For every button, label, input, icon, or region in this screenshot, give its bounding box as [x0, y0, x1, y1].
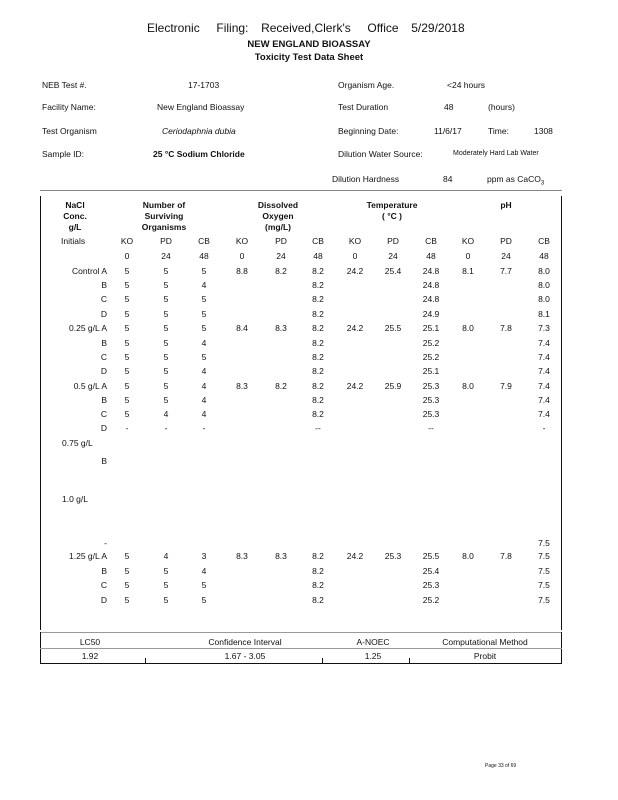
row-label: 0.25 g/L A — [69, 323, 107, 333]
facility-value: New England Bioassay — [157, 102, 245, 112]
table-cell: 25.5 — [422, 551, 440, 561]
duration-value: 48 — [444, 102, 454, 112]
table-cell: 24.2 — [346, 323, 364, 333]
duration-unit: (hours) — [488, 102, 515, 112]
table-cell: 7.4 — [538, 352, 550, 362]
col-hour-9: 0 — [465, 251, 471, 261]
row-label: C — [100, 409, 107, 419]
table-cell: 8.2 — [312, 566, 324, 576]
col-header-10: PD — [500, 236, 512, 246]
table-cell: 5 — [163, 323, 169, 333]
row-label: C — [100, 294, 107, 304]
table-cell: 5 — [163, 366, 169, 376]
hdr-surv-3: Organisms — [141, 222, 187, 232]
table-cell: 4 — [201, 280, 207, 290]
col-header-9: KO — [461, 236, 475, 246]
organism-label: Test Organism — [42, 126, 97, 136]
table-cell: 7.5 — [538, 595, 550, 605]
row-label: C — [100, 580, 107, 590]
table-cell: - — [164, 423, 168, 433]
table-cell: 25.1 — [422, 323, 440, 333]
table-cell: 5 — [201, 595, 207, 605]
hdr-do-2: Oxygen — [262, 211, 294, 221]
hardness-unit-text: ppm as CaCO — [487, 174, 541, 184]
table-cell: 5 — [163, 395, 169, 405]
table-cell: 5 — [124, 294, 130, 304]
table-cell: 8.2 — [312, 352, 324, 362]
table-cell: 25.2 — [422, 595, 440, 605]
table-cell: 5 — [124, 381, 130, 391]
filing-stamp — [147, 21, 465, 35]
table-cell: 8.0 — [538, 280, 550, 290]
row-label: B — [101, 566, 107, 576]
table-cell: 8.0 — [462, 323, 474, 333]
facility-label: Facility Name: — [42, 102, 96, 112]
age-label: Organism Age. — [338, 80, 395, 90]
table-cell: 4 — [201, 566, 207, 576]
page-footer: Page 33 of 69 — [485, 763, 517, 769]
table-cell: 8.2 — [312, 294, 324, 304]
row-label: B — [101, 456, 107, 466]
table-cell: - — [202, 423, 206, 433]
summary-top-rule — [40, 632, 562, 633]
table-cell: 25.3 — [422, 381, 440, 391]
hdr-surv-1: Number of — [142, 200, 186, 210]
table-cell: 4 — [201, 338, 207, 348]
table-cell: 7.3 — [538, 323, 550, 333]
method-value: Probit — [473, 651, 497, 661]
table-cell: 5 — [124, 580, 130, 590]
noec-label: A-NOEC — [356, 637, 390, 647]
hdr-nacl: NaCl — [65, 200, 85, 210]
table-cell: 5 — [163, 280, 169, 290]
table-cell: 25.3 — [384, 551, 402, 561]
col-header-5: CB — [312, 236, 324, 246]
table-cell: 8.1 — [462, 266, 474, 276]
table-cell: 5 — [124, 551, 130, 561]
age-value: <24 hours — [447, 80, 486, 90]
table-cell: 5 — [163, 266, 169, 276]
table-cell: 4 — [201, 409, 207, 419]
row-label: Control A — [72, 266, 107, 276]
water-value: Moderately Hard Lab Water — [453, 150, 539, 157]
col-header-7: PD — [387, 236, 399, 246]
summary-divider-3 — [409, 658, 410, 664]
col-header-0: KO — [120, 236, 134, 246]
col-hour-11: 48 — [539, 251, 549, 261]
col-header-6: KO — [348, 236, 362, 246]
table-cell: 8.2 — [312, 338, 324, 348]
row-label: D — [100, 309, 107, 319]
table-cell: 8.0 — [462, 381, 474, 391]
col-hour-4: 24 — [276, 251, 286, 261]
table-cell: 7.5 — [538, 551, 550, 561]
col-header-1: PD — [160, 236, 172, 246]
table-cell: 4 — [163, 409, 169, 419]
hdr-temp-2: ( °C ) — [382, 211, 402, 221]
noec-value: 1.25 — [364, 651, 382, 661]
hdr-do-1: Dissolved — [257, 200, 299, 210]
col-hour-6: 0 — [352, 251, 358, 261]
row-label: 0.5 g/L A — [73, 381, 107, 391]
col-hour-7: 24 — [388, 251, 398, 261]
neb-label: NEB Test #. — [42, 80, 87, 90]
ci-label: Confidence Interval — [208, 637, 282, 647]
table-cell: 8.2 — [312, 551, 324, 561]
table-cell: 8.0 — [538, 294, 550, 304]
lc50-value: 1.92 — [81, 651, 99, 661]
table-cell: 5 — [124, 352, 130, 362]
table-cell: 5 — [124, 309, 130, 319]
table-cell: 25.2 — [422, 352, 440, 362]
lab-name: NEW ENGLAND BIOASSAY — [247, 39, 371, 50]
table-cell: 5 — [201, 309, 207, 319]
table-cell: 7.4 — [538, 338, 550, 348]
table-cell: 25.3 — [422, 395, 440, 405]
table-cell: 5 — [163, 352, 169, 362]
col-hour-0: 0 — [124, 251, 130, 261]
table-cell: 8.4 — [236, 323, 248, 333]
table-cell: 5 — [201, 294, 207, 304]
table-cell: 8.2 — [312, 366, 324, 376]
table-cell: 25.4 — [422, 566, 440, 576]
row-label: B — [101, 395, 107, 405]
table-cell: 7.5 — [538, 580, 550, 590]
row-label: 0.75 g/L — [62, 438, 93, 448]
table-cell: 7.9 — [500, 381, 512, 391]
table-cell: 25.9 — [384, 381, 402, 391]
summary-bottom-rule — [40, 663, 562, 664]
col-header-4: PD — [275, 236, 287, 246]
table-cell: 8.2 — [275, 381, 287, 391]
table-cell: 5 — [201, 266, 207, 276]
table-cell: 4 — [201, 395, 207, 405]
hdr-initials: Initials — [61, 236, 86, 246]
sample-value: 25 °C Sodium Chloride — [153, 149, 245, 159]
table-cell: 7.8 — [500, 323, 512, 333]
time-label: Time: — [488, 126, 509, 136]
row-label: 1.25 g/L A — [69, 551, 107, 561]
begin-value: 11/6/17 — [434, 126, 462, 136]
table-cell: 7.7 — [500, 266, 512, 276]
hardness-unit-sub: 3 — [540, 180, 545, 187]
col-hour-8: 48 — [426, 251, 436, 261]
hdr-temp-1: Temperature — [366, 200, 418, 210]
sheet-title: Toxicity Test Data Sheet — [254, 52, 364, 63]
table-cell: 25.3 — [422, 409, 440, 419]
table-cell: 25.5 — [384, 323, 402, 333]
table-cell: 8.2 — [312, 395, 324, 405]
table-cell: - — [125, 423, 129, 433]
duration-label: Test Duration — [338, 102, 389, 112]
table-cell: 8.2 — [312, 580, 324, 590]
summary-divider-2 — [322, 658, 323, 664]
table-cell: 8.3 — [236, 551, 248, 561]
table-cell: 8.3 — [275, 323, 287, 333]
table-cell: 7.8 — [500, 551, 512, 561]
table-cell: 8.2 — [312, 381, 324, 391]
table-cell: 24.8 — [422, 294, 440, 304]
table-cell: 4 — [201, 381, 207, 391]
hardness-unit — [487, 174, 544, 187]
table-cell: 5 — [163, 595, 169, 605]
table-cell: 3 — [201, 551, 207, 561]
hardness-value: 84 — [443, 174, 453, 184]
table-cell: 5 — [124, 280, 130, 290]
table-cell: 5 — [124, 409, 130, 419]
table-cell: -- — [428, 423, 434, 433]
col-header-11: CB — [538, 236, 550, 246]
neb-value: 17-1703 — [188, 80, 220, 90]
table-cell: 8.3 — [236, 381, 248, 391]
table-cell: 8.8 — [236, 266, 248, 276]
table-cell: 8.1 — [538, 309, 550, 319]
row-label: B — [101, 280, 107, 290]
table-cell: 8.3 — [275, 551, 287, 561]
table-cell: 4 — [163, 551, 169, 561]
time-value: 1308 — [534, 126, 553, 136]
table-cell: 24.2 — [346, 266, 364, 276]
ci-value: 1.67 - 3.05 — [224, 651, 266, 661]
table-top-rule — [40, 190, 562, 191]
row-label: D — [100, 595, 107, 605]
table-cell: 8.2 — [312, 595, 324, 605]
summary-divider-1 — [145, 658, 146, 664]
col-hour-10: 24 — [501, 251, 511, 261]
table-cell: 5 — [201, 352, 207, 362]
organism-value: Ceriodaphnia dubia — [162, 126, 236, 136]
table-cell: 5 — [201, 323, 207, 333]
table-cell: -- — [315, 423, 321, 433]
table-cell: - — [542, 423, 546, 433]
table-cell: 8.0 — [538, 266, 550, 276]
col-hour-1: 24 — [161, 251, 171, 261]
table-cell: 24.8 — [422, 266, 440, 276]
table-cell: 7.4 — [538, 409, 550, 419]
row-label: 1.0 g/L — [62, 494, 88, 504]
table-cell: 8.2 — [312, 266, 324, 276]
table-cell: 25.1 — [422, 366, 440, 376]
table-cell: 5 — [163, 309, 169, 319]
table-cell: 5 — [163, 381, 169, 391]
table-cell: 7.5 — [538, 538, 550, 548]
row-label: - — [104, 538, 107, 548]
hdr-gl: g/L — [68, 222, 82, 232]
col-header-3: KO — [235, 236, 249, 246]
table-cell: 5 — [124, 395, 130, 405]
row-label: B — [101, 338, 107, 348]
table-cell: 5 — [124, 266, 130, 276]
table-cell: 7.4 — [538, 366, 550, 376]
table-cell: 4 — [201, 366, 207, 376]
summary-mid-rule — [40, 648, 562, 649]
filing-filing: Filing: — [216, 21, 249, 35]
table-cell: 24.8 — [422, 280, 440, 290]
row-label: D — [100, 366, 107, 376]
table-cell: 8.2 — [312, 280, 324, 290]
row-label: D — [100, 423, 107, 433]
table-cell: 8.2 — [275, 266, 287, 276]
table-cell: 25.4 — [384, 266, 402, 276]
table-cell: 5 — [163, 566, 169, 576]
table-cell: 24.9 — [422, 309, 440, 319]
table-cell: 5 — [163, 338, 169, 348]
hdr-surv-2: Surviving — [144, 211, 184, 221]
col-hour-3: 0 — [239, 251, 245, 261]
hdr-ph: pH — [500, 200, 512, 210]
method-label: Computational Method — [442, 637, 528, 647]
filing-date: 5/29/2018 — [411, 21, 465, 35]
table-cell: 5 — [124, 595, 130, 605]
table-cell: 8.2 — [312, 309, 324, 319]
hardness-label: Dilution Hardness — [332, 174, 400, 184]
row-label: C — [100, 352, 107, 362]
sample-label: Sample ID: — [42, 149, 85, 159]
table-cell: 7.4 — [538, 381, 550, 391]
hdr-conc: Conc. — [63, 211, 87, 221]
table-cell: 5 — [201, 580, 207, 590]
table-cell: 8.0 — [462, 551, 474, 561]
col-header-2: CB — [198, 236, 210, 246]
table-cell: 5 — [124, 323, 130, 333]
begin-label: Beginning Date: — [338, 126, 399, 136]
table-cell: 5 — [124, 566, 130, 576]
water-label: Dilution Water Source: — [338, 149, 423, 159]
table-cell: 7.4 — [538, 395, 550, 405]
filing-received: Received,Clerk's — [261, 21, 351, 35]
table-cell: 25.3 — [422, 580, 440, 590]
table-cell: 24.2 — [346, 381, 364, 391]
hdr-do-3: (mg/L) — [265, 222, 291, 232]
filing-electronic: Electronic — [147, 21, 200, 35]
filing-office: Office — [367, 21, 399, 35]
col-hour-5: 48 — [313, 251, 323, 261]
col-header-8: CB — [425, 236, 437, 246]
table-cell: 24.2 — [346, 551, 364, 561]
table-cell: 5 — [124, 366, 130, 376]
table-cell: 7.5 — [538, 566, 550, 576]
col-hour-2: 48 — [199, 251, 209, 261]
table-cell: 8.2 — [312, 323, 324, 333]
table-cell: 5 — [124, 338, 130, 348]
table-cell: 8.2 — [312, 409, 324, 419]
table-cell: 5 — [163, 294, 169, 304]
table-cell: 5 — [163, 580, 169, 590]
lc50-label: LC50 — [79, 637, 101, 647]
table-cell: 25.2 — [422, 338, 440, 348]
